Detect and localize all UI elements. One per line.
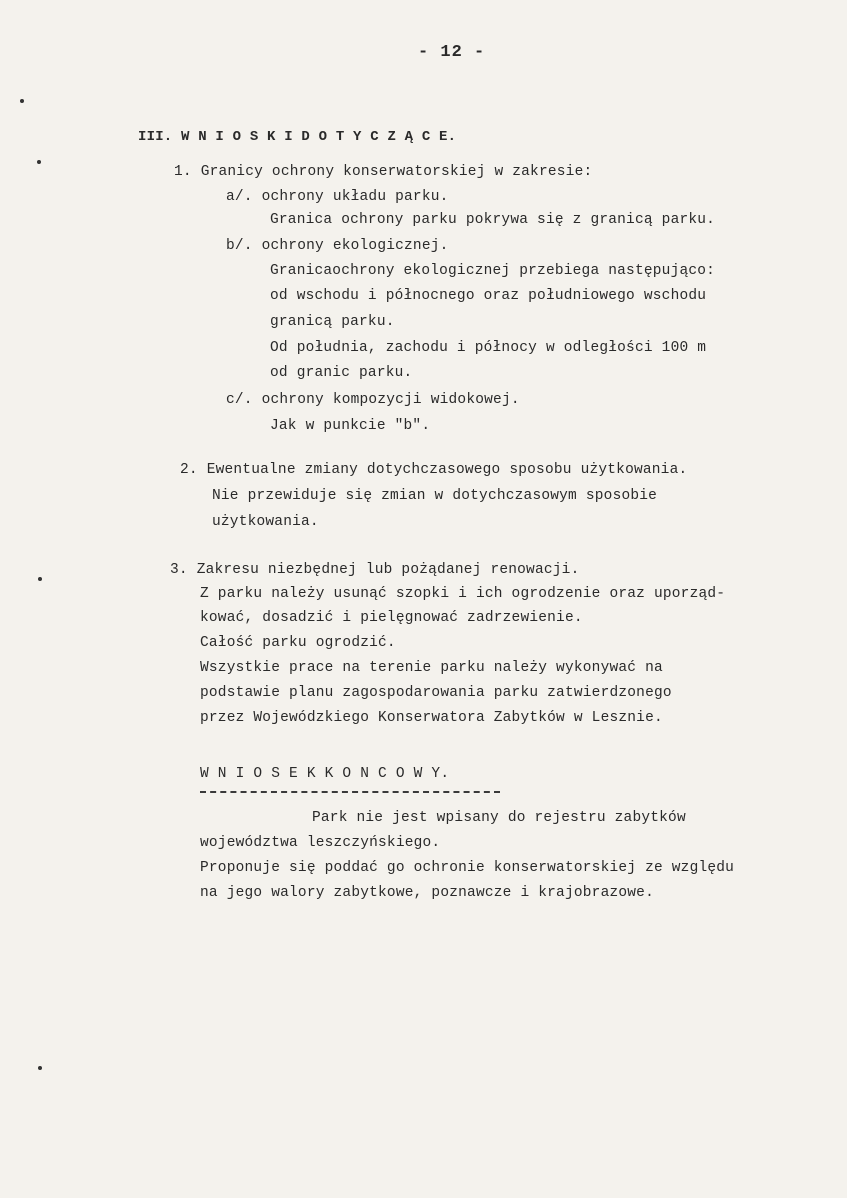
section1-a-text: Granica ochrony parku pokrywa się z granicą parku. [270,212,716,228]
section-heading: III. W N I O S K I D O T Y C Z Ą C E. [138,129,457,145]
section3-text-1: Z parku należy usunąć szopki i ich ogrodzenie oraz uporząd- [200,586,726,602]
section3-text-3: Całość parku ogrodzić. [200,635,396,651]
section2-title: 2. Ewentualne zmiany dotychczasowego sposobu użytkowania. [180,462,688,478]
final-heading-underline [200,791,500,793]
final-text-4: na jego walory zabytkowe, poznawcze i krajobrazowe. [200,885,654,901]
section3-text-5: podstawie planu zagospodarowania parku zatwierdzonego [200,685,672,701]
section1-c-title: c/. ochrony kompozycji widokowej. [226,392,520,408]
section2-text-2: użytkowania. [212,514,319,530]
section1-b-text-1: Granicaochrony ekologicznej przebiega następująco: [270,263,716,279]
section3-text-2: kować, dosadzić i pielęgnować zadrzewienie. [200,610,583,626]
section1-b-text-2: od wschodu i północnego oraz południowego wschodu [270,288,707,304]
final-text-1: Park nie jest wpisany do rejestru zabytków [312,810,686,826]
final-text-3: Proponuje się poddać go ochronie konserwatorskiej ze względu [200,860,735,876]
page-number: - 12 - [418,43,486,62]
section1-title: 1. Granicy ochrony konserwatorskiej w zakresie: [174,164,593,180]
section1-b-title: b/. ochrony ekologicznej. [226,238,449,254]
section1-b-text-4: Od południa, zachodu i północy w odległości 100 m [270,340,707,356]
section2-text-1: Nie przewiduje się zmian w dotychczasowym sposobie [212,488,658,504]
section1-b-text-3: granicą parku. [270,314,395,330]
binding-hole-mark [20,99,24,103]
binding-hole-mark [38,577,42,581]
section1-b-text-5: od granic parku. [270,365,413,381]
section1-c-text: Jak w punkcie "b". [270,418,431,434]
final-heading: W N I O S E K K O N C O W Y. [200,766,450,782]
section3-text-4: Wszystkie prace na terenie parku należy wykonywać na [200,660,663,676]
binding-hole-mark [38,1066,42,1070]
section3-title: 3. Zakresu niezbędnej lub pożądanej renowacji. [170,562,580,578]
section1-a-title: a/. ochrony układu parku. [226,189,449,205]
section3-text-6: przez Wojewódzkiego Konserwatora Zabytków w Lesznie. [200,710,663,726]
final-text-2: województwa leszczyńskiego. [200,835,441,851]
binding-hole-mark [37,160,41,164]
